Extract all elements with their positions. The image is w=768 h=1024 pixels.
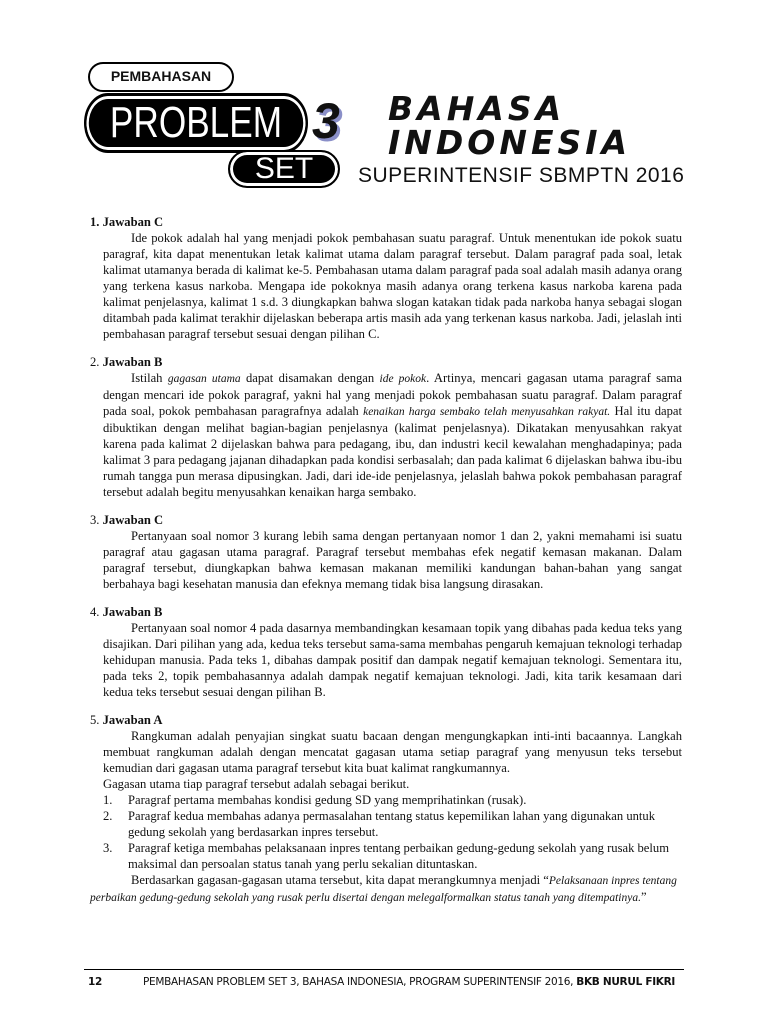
list-intro: Gagasan utama tiap paragraf tersebut adalah sebagai berikut. xyxy=(103,777,410,791)
list-number: 2. xyxy=(103,809,113,823)
program-title: SUPERINTENSIF SBMPTN 2016 xyxy=(358,164,685,187)
set-number: 3 xyxy=(312,93,340,149)
subject-title xyxy=(388,89,632,162)
answer-number: 5. xyxy=(90,713,100,727)
answer-number: 4. xyxy=(90,605,100,619)
subject-line1: BAHASA xyxy=(388,89,566,128)
set-label: SET xyxy=(228,150,340,188)
footer-divider xyxy=(84,969,684,970)
answer-heading xyxy=(90,214,682,230)
answer-title: Jawaban B xyxy=(102,355,163,369)
answer-title: Jawaban B xyxy=(102,605,163,619)
conclusion xyxy=(90,872,682,906)
main-ideas-list xyxy=(90,792,682,872)
text-segment: ” xyxy=(640,890,647,904)
answer-heading xyxy=(90,604,682,620)
answer-text: Ide pokok adalah hal yang menjadi pokok pembahasan suatu paragraf. Untuk menentukan ide pokok suatu paragraf, kita dapat menentukan letak kalimat utama dalam paragraf tersebut. Dalam paragraf pada soal, letak kalimat utamanya berada di kalimat ke-5. Pembahasan utama dalam paragraf pada soal adalah masih adanya orang yang terkena kasus narkoba. Mengapa ide pokoknya masih adanya orang terkena kasus narkoba karena pada kalimat penjelasnya, kalimat 1 s.d. 3 diungkapkan bahwa slogan katakan tidak pada narkoba hanya sebagai slogan ditambah pada kalimat terakhir dijelaskan beberapa artis masih ada yang terkenan kasus narkoba. Jadi, jelaslah inti pembahasan paragraf tersebut sesuai dengan pilihan C. xyxy=(103,231,682,341)
answer-number: 2. xyxy=(90,355,100,369)
answer-2 xyxy=(90,354,682,500)
italic-term: ide pokok xyxy=(379,373,427,385)
summary-quote: Pelaksanaan inpres tentang perbaikan gedung-gedung sekolah yang rusak perlu disertai dengan melegalformalkan status tanah yang ditempatinya. xyxy=(90,875,677,904)
problem-label: PROBLEM xyxy=(84,93,308,153)
subject-line2: INDONESIA xyxy=(388,123,632,162)
answer-number: 3. xyxy=(90,513,100,527)
list-text: Paragraf kedua membahas adanya permasalahan tentang status kepemilikan lahan yang digunakan untuk gedung sekolah yang berdasarkan inpres tersebut. xyxy=(128,809,656,839)
italic-term: gagasan utama xyxy=(167,373,241,385)
page-number: 12 xyxy=(88,976,103,988)
answer-title: Jawaban C xyxy=(102,513,164,527)
page-footer xyxy=(88,976,688,988)
answer-1 xyxy=(90,214,682,342)
pembahasan-label: PEMBAHASAN xyxy=(88,62,234,92)
answer-title: Jawaban C xyxy=(102,215,164,229)
answers xyxy=(90,214,682,918)
list-number: 3. xyxy=(103,841,113,855)
answer-title: Jawaban A xyxy=(102,713,163,727)
italic-term: kenaikan harga sembako telah menyusahkan rakyat. xyxy=(363,406,611,418)
list-text: Paragraf pertama membahas kondisi gedung SD yang memprihatinkan (rusak). xyxy=(128,793,527,807)
list-item xyxy=(103,808,682,840)
answer-text: Pertanyaan soal nomor 4 pada dasarnya membandingkan kesamaan topik yang dibahas pada kedua teks yang disajikan. Dari pilihan yang ada, kedua teks tersebut sama-sama membahas pengaruh kemajuan teknologi terhadap kehidupan manusia. Pada teks 1, dibahas dampak positif dan dampak negatif kemajuan teknologi. Sementara itu, pada teks 2, topik pembahasannya adalah dampak negatif kemajuan teknologi. Jadi, kita tarik kesamaan dari kedua teks tersebut sesuai dengan pilihan B. xyxy=(103,621,682,699)
footer-text: PEMBAHASAN PROBLEM SET 3, BAHASA INDONESIA, PROGRAM SUPERINTENSIF 2016, xyxy=(143,976,577,988)
answer-3 xyxy=(90,512,682,592)
answer-text: Rangkuman adalah penyajian singkat suatu bacaan dengan mengungkapkan inti-inti bacaannya. Langkah membuat rangkuman adalah dengan mencatat gagasan utama setiap paragraf yang menyusun teks tersebut kemudian dari gagasan utama paragraf tersebut kita buat kalimat rangkumannya. xyxy=(103,729,682,775)
footer-org: BKB NURUL FIKRI xyxy=(576,976,676,988)
answer-heading xyxy=(90,354,682,370)
answer-5 xyxy=(90,712,682,906)
answer-4 xyxy=(90,604,682,700)
answer-text xyxy=(90,370,682,500)
answer-heading xyxy=(90,512,682,528)
text-segment: dapat disamakan dengan xyxy=(240,371,380,385)
text-segment: Berdasarkan gagasan-gagasan utama tersebut, kita dapat merangkumnya menjadi “ xyxy=(131,873,549,887)
list-item xyxy=(103,840,682,872)
answer-heading xyxy=(90,712,682,728)
list-number: 1. xyxy=(103,793,113,807)
text-segment: Istilah xyxy=(131,371,168,385)
text-segment: . Artinya, mencari gagasan utama paragraf sama dengan mencari ide pokok paragraf, yakni hal yang menjadi pokok pembahasan suatu paragraf. Dalam paragraf pada soal, pokok pembahasan paragrafnya adalah xyxy=(103,371,682,418)
text-segment: Hal itu dapat dibuktikan dengan melihat bagian-bagian penjelasnya (kalimat penjelasnya). Dikatakan menyusahkan rakyat karena pada kalimat 2 dijelaskan bahwa para pedagang, ibu, dan industri kecil kewalahan menghadapinya; pada kalimat 3 para pedagang jajanan dihadapkan pada kondisi serbasalah; dan pada kalimat 6 dijelaskan bahwa ibu-ibu rumah tangga pun merasa dipusingkan. Jadi, dari ide-ide penjelasnya, jelaslah bahwa pokok pembahasan paragraf tersebut adalah begitu menyusahkan kenaikan harga sembako. xyxy=(103,404,683,499)
answer-number: 1. xyxy=(90,215,100,229)
list-item xyxy=(103,792,682,808)
answer-text: Pertanyaan soal nomor 3 kurang lebih sama dengan pertanyaan nomor 1 dan 2, yakni memahami isi suatu paragraf atau gagasan utama paragraf. Paragraf tersebut membahas efek negatif kemasan makanan. Dalam paragraf tersebut, diungkapkan bahwa kemasan makanan memiliki kandungan bahan-bahan yang sangat berbahaya bagi kesehatan manusia dan efeknya memang tidak bisa langsung dirasakan. xyxy=(103,529,682,591)
list-text: Paragraf ketiga membahas pelaksanaan inpres tentang perbaikan gedung-gedung sekolah yang rusak belum maksimal dan persoalan status tanah yang perlu sekalian dituntaskan. xyxy=(128,841,669,871)
